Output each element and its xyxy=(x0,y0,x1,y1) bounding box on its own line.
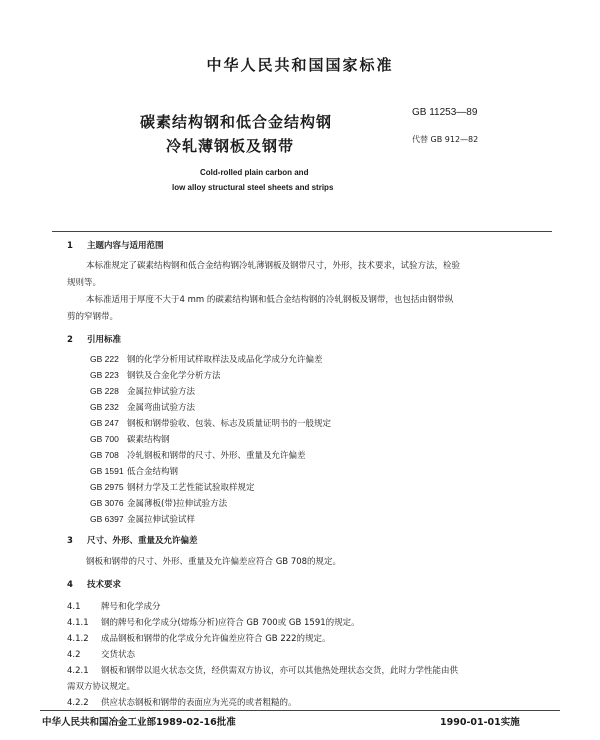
clause-4-1 xyxy=(67,600,161,612)
section-1-para1-line2: 规则等。 xyxy=(67,278,102,288)
section-number: 2 xyxy=(67,335,73,345)
clause-number: 4.2.1 xyxy=(67,666,89,676)
section-3-heading xyxy=(67,534,198,546)
clause-text: 钢板和钢带以退火状态交货，经供需双方协议，亦可以其他热处理状态交货，此时力学性能由供 xyxy=(101,666,459,676)
reference-item xyxy=(90,513,195,525)
reference-code: GB 3076 xyxy=(90,498,124,508)
clause-4-2-1-continued: 需双方协议规定。 xyxy=(67,682,136,692)
reference-title: 冷轧钢板和钢带的尺寸、外形、重量及允许偏差 xyxy=(127,451,306,461)
reference-item xyxy=(90,481,255,493)
approval-date: 中华人民共和国冶金工业部1989-02-16批准 xyxy=(42,717,236,728)
reference-title: 金属薄板(带)拉伸试验方法 xyxy=(127,499,228,509)
reference-code: GB 247 xyxy=(90,418,119,428)
reference-title: 低合金结构钢 xyxy=(127,467,179,477)
clause-text: 供应状态钢板和钢带的表面应为光亮的或者粗糙的。 xyxy=(101,698,297,708)
section-1-para2-line1: 本标准适用于厚度不大于4 mm 的碳素结构钢和低合金结构钢的冷轧钢板及钢带，也包括由钢带纵 xyxy=(86,295,454,305)
clause-text: 钢的牌号和化学成分(熔炼分析)应符合 GB 700或 GB 1591的规定。 xyxy=(101,618,360,628)
reference-code: GB 708 xyxy=(90,450,119,460)
reference-code: GB 222 xyxy=(90,354,119,364)
document-title-line2: 冷轧薄钢板及钢带 xyxy=(166,137,295,155)
reference-title: 金属拉伸试验方法 xyxy=(127,387,196,397)
standard-code: GB 11253—89 xyxy=(412,107,478,118)
reference-title: 碳素结构钢 xyxy=(127,435,170,445)
reference-item xyxy=(90,465,178,477)
section-title: 主题内容与适用范围 xyxy=(87,241,164,251)
section-title: 引用标准 xyxy=(87,335,122,345)
clause-text: 成品钢板和钢带的化学成分允许偏差应符合 GB 222的规定。 xyxy=(101,634,331,644)
section-number: 3 xyxy=(67,536,73,546)
section-1-para2-line2: 剪的窄钢带。 xyxy=(67,312,119,322)
reference-code: GB 700 xyxy=(90,434,119,444)
section-2-heading xyxy=(67,333,121,345)
section-4-heading xyxy=(67,578,121,590)
clause-number: 4.2.2 xyxy=(67,698,89,708)
reference-code: GB 232 xyxy=(90,402,119,412)
clause-number: 4.1 xyxy=(67,602,81,612)
reference-item xyxy=(90,449,306,461)
header-divider xyxy=(52,231,552,232)
clause-4-2 xyxy=(67,648,135,660)
reference-item xyxy=(90,497,227,509)
section-number: 4 xyxy=(67,580,73,590)
reference-title: 金属弯曲试验方法 xyxy=(127,403,196,413)
reference-code: GB 2975 xyxy=(90,482,124,492)
section-1-para1-line1: 本标准规定了碳素结构钢和低合金结构钢冷轧薄钢板及钢带尺寸，外形，技术要求，试验方法，检验 xyxy=(86,261,461,271)
english-title-line1: Cold-rolled plain carbon and xyxy=(200,168,309,177)
clause-text: 交货状态 xyxy=(101,650,136,660)
reference-item xyxy=(90,417,331,429)
clause-4-2-2 xyxy=(67,696,297,708)
reference-code: GB 1591 xyxy=(90,466,124,476)
national-standard-heading: 中华人民共和国国家标准 xyxy=(206,56,394,74)
reference-title: 钢铁及合金化学分析方法 xyxy=(127,371,221,381)
reference-item xyxy=(90,353,323,365)
implementation-date: 1990-01-01实施 xyxy=(440,717,520,728)
english-title-line2: low alloy structural steel sheets and strips xyxy=(172,183,334,192)
reference-title: 钢材力学及工艺性能试验取样规定 xyxy=(127,483,255,493)
section-title: 技术要求 xyxy=(87,580,122,590)
reference-item xyxy=(90,433,170,445)
reference-title: 钢的化学分析用试样取样法及成品化学成分允许偏差 xyxy=(127,355,323,365)
reference-title: 钢板和钢带验收、包装、标志及质量证明书的一般规定 xyxy=(127,419,332,429)
section-title: 尺寸、外形、重量及允许偏差 xyxy=(87,536,198,546)
clause-number: 4.1.2 xyxy=(67,634,89,644)
reference-code: GB 223 xyxy=(90,370,119,380)
reference-item xyxy=(90,401,195,413)
clause-number: 4.1.1 xyxy=(67,618,89,628)
reference-title: 金属拉伸试验试样 xyxy=(127,515,196,525)
document-title-line1: 碳素结构钢和低合金结构钢 xyxy=(140,113,333,131)
replaces-code: 代替 GB 912—82 xyxy=(412,135,479,144)
reference-code: GB 228 xyxy=(90,386,119,396)
section-3-text: 钢板和钢带的尺寸、外形、重量及允许偏差应符合 GB 708的规定。 xyxy=(86,557,342,567)
clause-number: 4.2 xyxy=(67,650,81,660)
clause-4-2-1 xyxy=(67,664,458,676)
footer-divider xyxy=(40,710,560,711)
reference-item xyxy=(90,385,195,397)
clause-4-1-1 xyxy=(67,616,360,628)
clause-4-1-2 xyxy=(67,632,331,644)
section-number: 1 xyxy=(67,241,73,251)
section-1-heading xyxy=(67,239,164,251)
reference-code: GB 6397 xyxy=(90,514,124,524)
clause-text: 牌号和化学成分 xyxy=(101,602,161,612)
reference-item xyxy=(90,369,221,381)
